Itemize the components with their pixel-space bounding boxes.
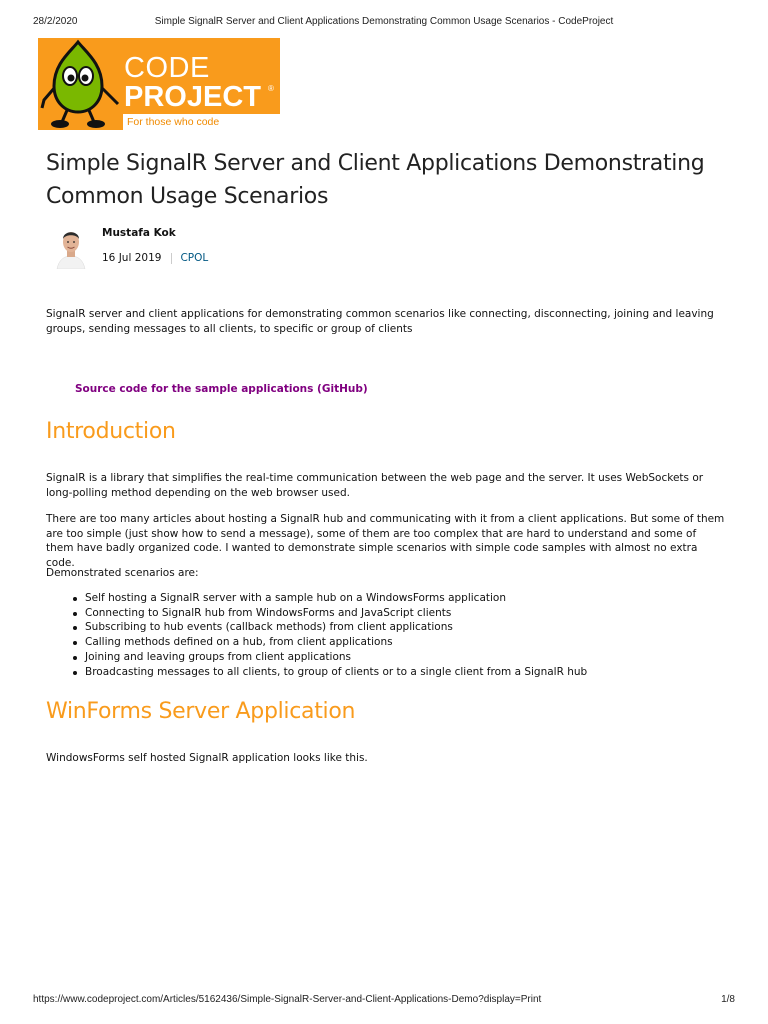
- logo-project-text: PROJECT: [124, 81, 261, 113]
- list-item: Self hosting a SignalR server with a sample hub on a WindowsForms application: [85, 591, 745, 606]
- introduction-heading: Introduction: [46, 419, 176, 444]
- list-item: Connecting to SignalR hub from WindowsForms and JavaScript clients: [85, 606, 745, 621]
- intro-paragraph-1: SignalR is a library that simplifies the real-time communication between the web page and the server. It uses WebSockets or long-polling method depending on the web browser used.: [46, 472, 704, 499]
- winforms-paragraph: WindowsForms self hosted SignalR application looks like this.: [46, 752, 368, 764]
- author-name[interactable]: Mustafa Kok: [102, 227, 176, 239]
- print-url[interactable]: https://www.codeproject.com/Articles/5162436/Simple-SignalR-Server-and-Client-Applications-Demo?display=Print: [33, 994, 542, 1005]
- source-code-link[interactable]: Source code for the sample applications (GitHub): [75, 383, 368, 395]
- article-meta: [102, 252, 208, 264]
- intro-paragraph-2: There are too many articles about hosting a SignalR hub and communicating with it from a client applications. But some of them are too simple (just show how to send a message), some of them are too complex that are hard to understand and some of them have badly organized code. I wanted to demonstrate simple scenarios with simple code samples with almost no extra code.: [46, 513, 725, 569]
- winforms-heading: WinForms Server Application: [46, 699, 356, 724]
- author-avatar[interactable]: [55, 225, 87, 269]
- print-footer: [33, 994, 735, 1005]
- logo-code-text: CODE: [124, 52, 210, 84]
- print-date: 28/2/2020: [33, 16, 78, 27]
- meta-divider: [171, 253, 172, 264]
- registered-mark: ®: [268, 84, 274, 93]
- page-number: 1/8: [721, 994, 735, 1005]
- list-item: Calling methods defined on a hub, from client applications: [85, 635, 745, 650]
- mascot-icon: [38, 38, 124, 130]
- list-item: Joining and leaving groups from client applications: [85, 650, 745, 665]
- codeproject-logo[interactable]: [38, 38, 280, 130]
- license-link[interactable]: CPOL: [180, 252, 209, 264]
- print-page-title: Simple SignalR Server and Client Applications Demonstrating Common Usage Scenarios - CodeProject: [154, 16, 614, 27]
- list-item: Subscribing to hub events (callback methods) from client applications: [85, 620, 745, 635]
- print-header: [33, 16, 735, 27]
- list-item: Broadcasting messages to all clients, to group of clients or to a single client from a SignalR hub: [85, 665, 745, 680]
- scenario-list: [46, 591, 745, 679]
- logo-tagline: For those who code: [123, 114, 280, 130]
- article-title: Simple SignalR Server and Client Applications Demonstrating Common Usage Scenarios: [46, 151, 705, 209]
- article-summary: SignalR server and client applications for demonstrating common scenarios like connecting, disconnecting, joining and leaving groups, sending messages to all clients, to specific or group of clients: [46, 308, 714, 335]
- intro-paragraph-3: Demonstrated scenarios are:: [46, 567, 199, 579]
- article-date: 16 Jul 2019: [102, 252, 162, 264]
